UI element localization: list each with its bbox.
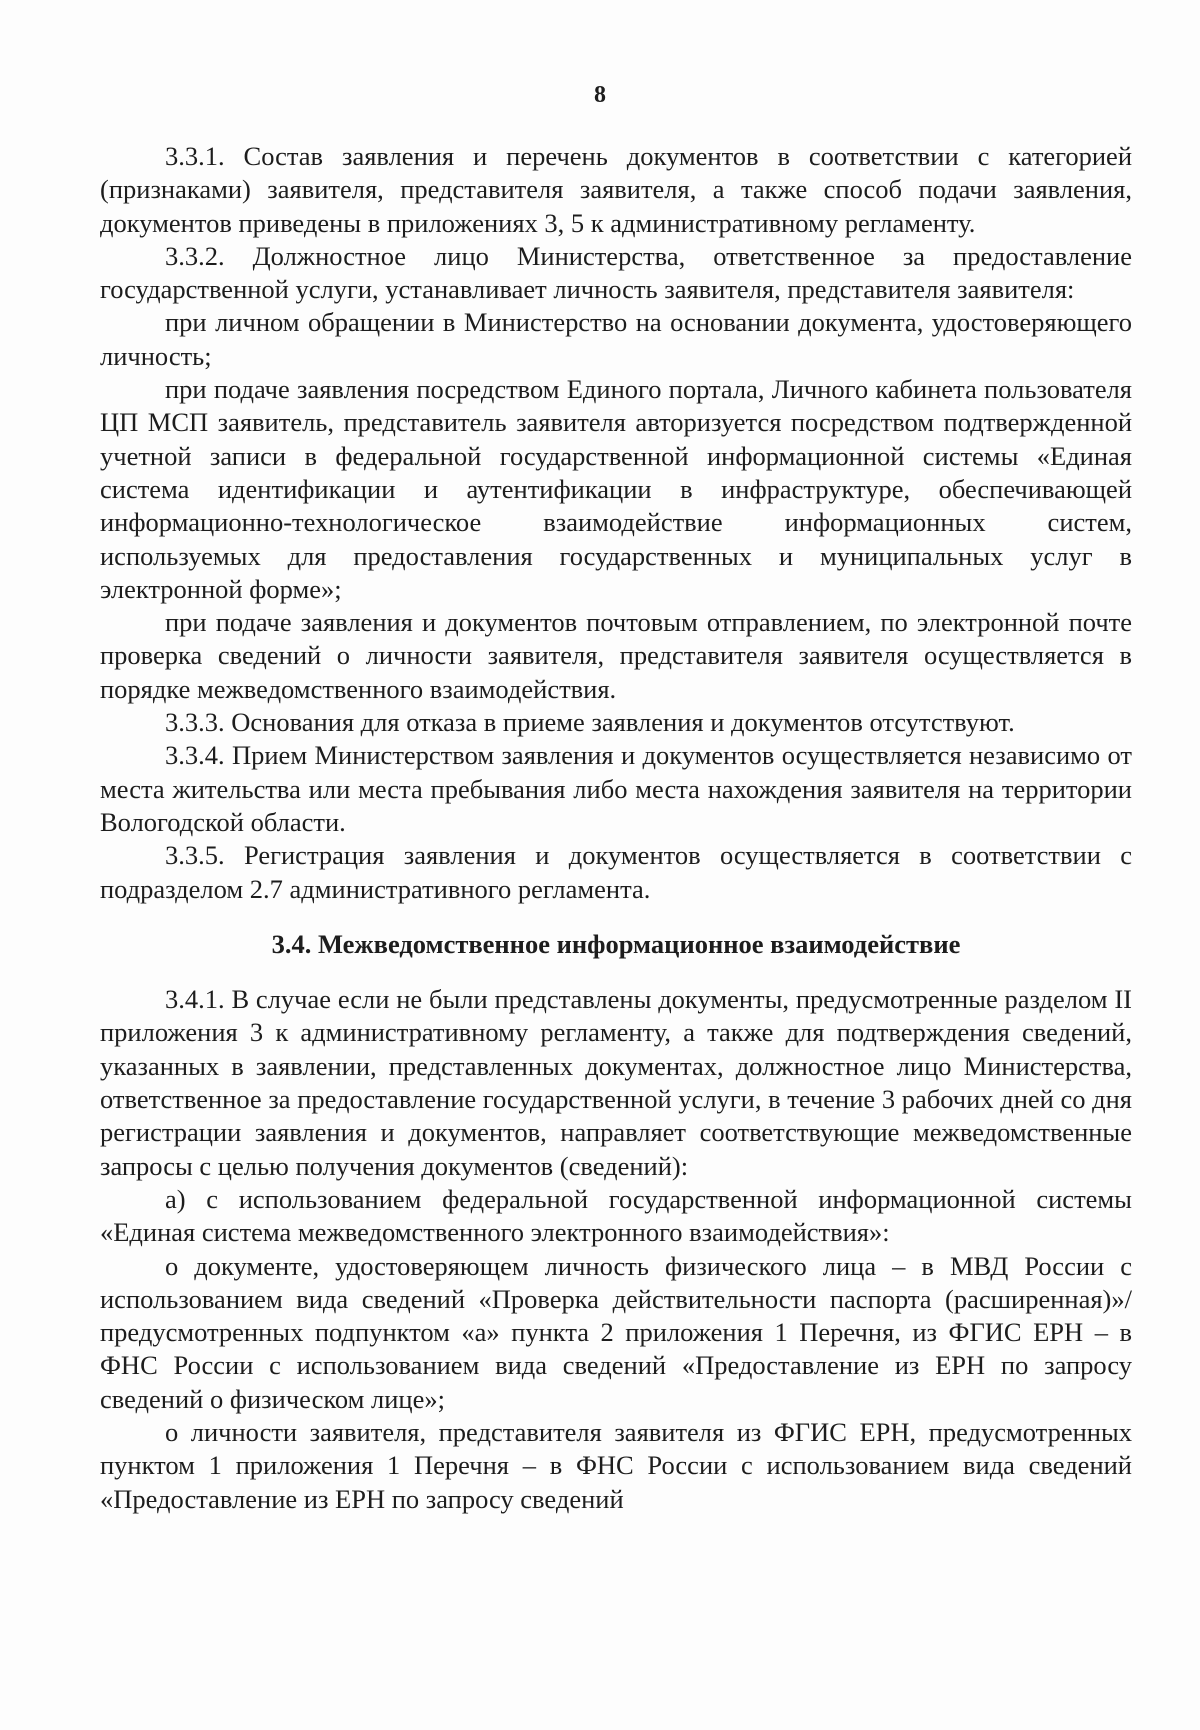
document-body <box>100 140 1132 1516</box>
paragraph-3-3-3: 3.3.3. Основания для отказа в приеме заявления и документов отсутствуют. <box>165 707 1015 738</box>
paragraph-3-3-2: 3.3.2. Должностное лицо Министерства, ответственное за предоставление государственной услуги, устанавливает личность заявителя, представителя заявителя: <box>100 240 1132 305</box>
paragraph-3-3-4: 3.3.4. Прием Министерством заявления и документов осуществляется независимо от места жительства или места пребывания либо места нахождения заявителя на территории Вологодской области. <box>100 740 1132 837</box>
paragraph-portal-submission: при подаче заявления посредством Единого портала, Личного кабинета пользователя ЦП МСП заявитель, представитель заявителя авторизуется посредством подтвержденной учетной записи в федеральной государственной информационной системы «Единая система идентификации и аутентификации в инфраструктуре, обеспечивающей информационно-технологическое взаимодействие информационных систем, используемых для предоставления государственных и муниципальных услуг в электронной форме»; <box>100 374 1132 604</box>
paragraph-applicant-identity: о личности заявителя, представителя заявителя из ФГИС ЕРН, предусмотренных пунктом 1 приложения 1 Перечня – в ФНС России с использованием вида сведений «Предоставление из ЕРН по запросу сведений <box>100 1416 1132 1514</box>
paragraph-3-4-1: 3.4.1. В случае если не были представлены документы, предусмотренные разделом II приложения 3 к административному регламенту, а также для подтверждения сведений, указанных в заявлении, представленных документах, должностное лицо Министерства, ответственное за предоставление государственной услуги, в течение 3 рабочих дней со дня регистрации заявления и документов, направляет соответствующие межведомственные запросы с целью получения документов (сведений): <box>100 984 1132 1181</box>
paragraph-item-a: а) с использованием федеральной государственной информационной системы «Единая система межведомственного электронного взаимодействия»: <box>100 1183 1132 1248</box>
paragraph-identity-document: о документе, удостоверяющем личность физического лица – в МВД России с использованием вида сведений «Проверка действительности паспорта (расширенная)»/предусмотренных подпунктом «а» пункта 2 приложения 1 Перечня, из ФГИС ЕРН – в ФНС России с использованием вида сведений «Предоставление из ЕРН по запросу сведений о физическом лице»; <box>100 1250 1132 1414</box>
paragraph-3-3-5: 3.3.5. Регистрация заявления и документов осуществляется в соответствии с подразделом 2.7 административного регламента. <box>100 840 1132 904</box>
page-number: 8 <box>594 82 606 108</box>
paragraph-3-3-1: 3.3.1. Состав заявления и перечень документов в соответствии с категорией (признаками) заявителя, представителя заявителя, а также способ подачи заявления, документов приведены в приложениях 3, 5 к административному регламенту. <box>100 141 1132 238</box>
paragraph-personal-visit: при личном обращении в Министерство на основании документа, удостоверяющего личность; <box>100 307 1132 371</box>
section-heading: 3.4. Межведомственное информационное взаимодействие <box>271 928 961 959</box>
paragraph-postal-submission: при подаче заявления и документов почтовым отправлением, по электронной почте проверка сведений о личности заявителя, представителя заявителя осуществляется в порядке межведомственного взаимодействия. <box>100 607 1132 704</box>
